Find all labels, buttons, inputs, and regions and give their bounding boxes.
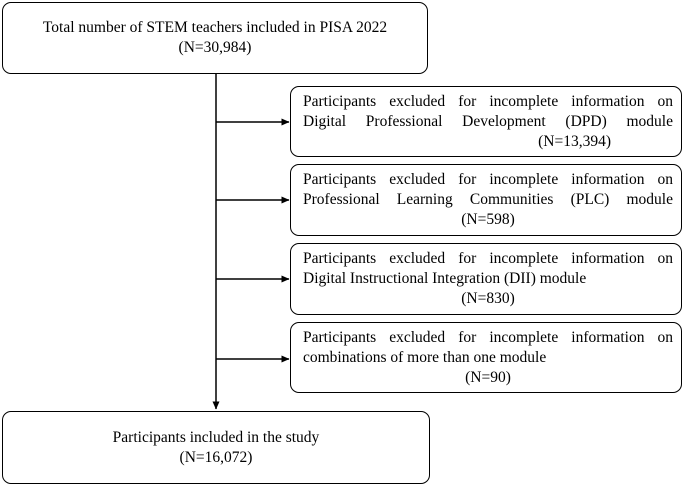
included-participants-count: (N=16,072) <box>179 448 253 466</box>
exclusion-combo-line1: Participants excluded for incomplete information on <box>303 328 673 346</box>
exclusion-box-dii <box>290 243 682 315</box>
exclusion-dpd-count: (N=13,394) <box>538 132 611 150</box>
total-teachers-box <box>2 2 428 74</box>
exclusion-combo-line2: combinations of more than one module <box>303 348 547 366</box>
exclusion-dii-line1: Participants excluded for incomplete information on <box>303 250 673 267</box>
exclusion-box-dpd <box>290 86 682 157</box>
included-participants-box <box>2 411 430 484</box>
total-teachers-count: (N=30,984) <box>178 39 252 56</box>
exclusion-box-plc <box>290 164 682 236</box>
exclusion-box-combo <box>290 322 682 393</box>
total-teachers-label: Total number of STEM teachers included in PISA 2022 <box>42 19 388 36</box>
exclusion-dii-count: (N=830) <box>461 290 515 307</box>
exclusion-dpd-line2: Digital Professional Development (DPD) module <box>303 112 673 130</box>
exclusion-plc-count: (N=598) <box>461 211 515 228</box>
exclusion-combo-count: (N=90) <box>465 368 511 386</box>
included-participants-label: Participants included in the study <box>112 428 320 446</box>
exclusion-dii-line2: Digital Instructional Integration (DII) module <box>303 270 587 287</box>
exclusion-plc-line2: Professional Learning Communities (PLC) module <box>303 191 673 208</box>
exclusion-plc-line1: Participants excluded for incomplete information on <box>303 171 673 188</box>
exclusion-dpd-line1: Participants excluded for incomplete information on <box>303 92 673 110</box>
